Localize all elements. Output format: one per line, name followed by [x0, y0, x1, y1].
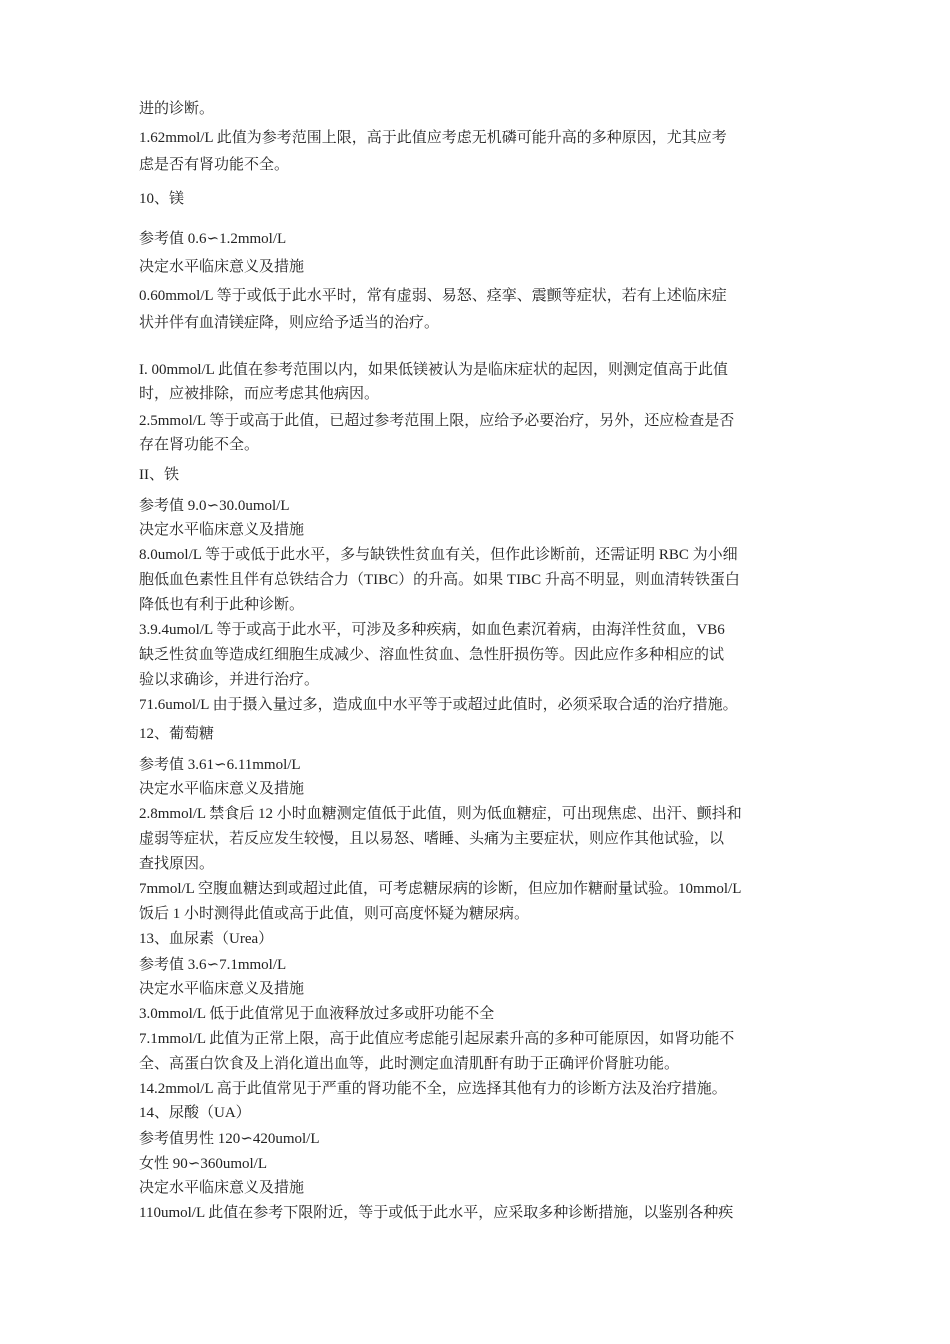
text-line: 验以求确诊，并进行治疗。	[139, 672, 320, 688]
section-heading: 13、血尿素（Urea）	[139, 931, 274, 947]
section-heading: 10、镁	[139, 191, 185, 207]
text-line: 虑是否有肾功能不全。	[139, 157, 290, 173]
subheading: 决定水平临床意义及措施	[139, 1180, 305, 1196]
section-heading: 12、葡萄糖	[139, 726, 215, 742]
text-line: 缺乏性贫血等造成红细胞生成减少、溶血性贫血、急性肝损伤等。因此应作多种相应的试	[139, 647, 725, 663]
text-line: 存在肾功能不全。	[139, 437, 260, 453]
text-line: I. 00mmol/L 此值在参考范围以内，如果低镁被认为是临床症状的起因，则测定值高于此值	[139, 362, 729, 378]
subheading: 决定水平临床意义及措施	[139, 522, 305, 538]
text-line: 2.5mmol/L 等于或高于此值，已超过参考范围上限，应给予必要治疗，另外，还应检查是否	[139, 413, 735, 429]
reference-value: 参考值 9.0∽30.0umol/L	[139, 498, 290, 514]
subheading: 决定水平临床意义及措施	[139, 781, 305, 797]
text-line: 7mmol/L 空腹血糖达到或超过此值，可考虑糖尿病的诊断，但应加作糖耐量试验。10mmol/L	[139, 881, 742, 897]
text-line: 3.0mmol/L 低于此值常见于血液释放过多或肝功能不全	[139, 1006, 495, 1022]
section-heading: II、铁	[139, 467, 179, 483]
reference-value: 参考值 0.6∽1.2mmol/L	[139, 231, 287, 247]
reference-value: 参考值 3.61∽6.11mmol/L	[139, 757, 301, 773]
text-line: 1.62mmol/L 此值为参考范围上限，高于此值应考虑无机磷可能升高的多种原因，尤其应考	[139, 130, 727, 146]
text-line: 状并伴有血清镁症降，则应给予适当的治疗。	[139, 315, 440, 331]
text-line: 110umol/L 此值在参考下限附近，等于或低于此水平，应采取多种诊断措施，以鉴别各种疾	[139, 1205, 734, 1221]
subheading: 决定水平临床意义及措施	[139, 981, 305, 997]
text-line: 全、高蛋白饮食及上消化道出血等，此时测定血清肌酐有助于正确评价肾脏功能。	[139, 1056, 680, 1072]
text-line: 2.8mmol/L 禁食后 12 小时血糖测定值低于此值，则为低血糖症，可出现焦虑、出汗、颤抖和	[139, 806, 742, 822]
text-line: 进的诊断。	[139, 101, 215, 117]
text-line: 8.0umol/L 等于或低于此水平，多与缺铁性贫血有关，但作此诊断前，还需证明 RBC 为小细	[139, 547, 738, 563]
text-line: 饭后 1 小时测得此值或高于此值，则可高度怀疑为糖尿病。	[139, 906, 530, 922]
text-line: 7.1mmol/L 此值为正常上限，高于此值应考虑能引起尿素升高的多种可能原因，如肾功能不	[139, 1031, 735, 1047]
reference-value: 参考值 3.6∽7.1mmol/L	[139, 957, 287, 973]
text-line: 0.60mmol/L 等于或低于此水平时，常有虚弱、易怒、痉挛、震颤等症状，若有上述临床症	[139, 288, 727, 304]
text-line: 14.2mmol/L 高于此值常见于严重的肾功能不全，应选择其他有力的诊断方法及治疗措施。	[139, 1081, 727, 1097]
reference-value: 女性 90∽360umol/L	[139, 1156, 267, 1172]
text-line: 时，应被排除，而应考虑其他病因。	[139, 386, 380, 402]
text-line: 虚弱等症状，若反应发生较慢，且以易怒、嗜睡、头痛为主要症状，则应作其他试验，以	[139, 831, 725, 847]
text-line: 3.9.4umol/L 等于或高于此水平，可涉及多种疾病，如血色素沉着病，由海洋性贫血，VB6	[139, 622, 725, 638]
text-line: 查找原因。	[139, 856, 215, 872]
reference-value: 参考值男性 120∽420umol/L	[139, 1131, 320, 1147]
text-line: 胞低血色素性且伴有总铁结合力（TIBC）的升高。如果 TIBC 升高不明显，则血清转铁蛋白	[139, 572, 740, 588]
text-line: 降低也有利于此种诊断。	[139, 597, 305, 613]
text-line: 71.6umol/L 由于摄入量过多，造成血中水平等于或超过此值时，必须采取合适的治疗措施。	[139, 697, 738, 713]
section-heading: 14、尿酸（UA）	[139, 1105, 251, 1121]
subheading: 决定水平临床意义及措施	[139, 259, 305, 275]
